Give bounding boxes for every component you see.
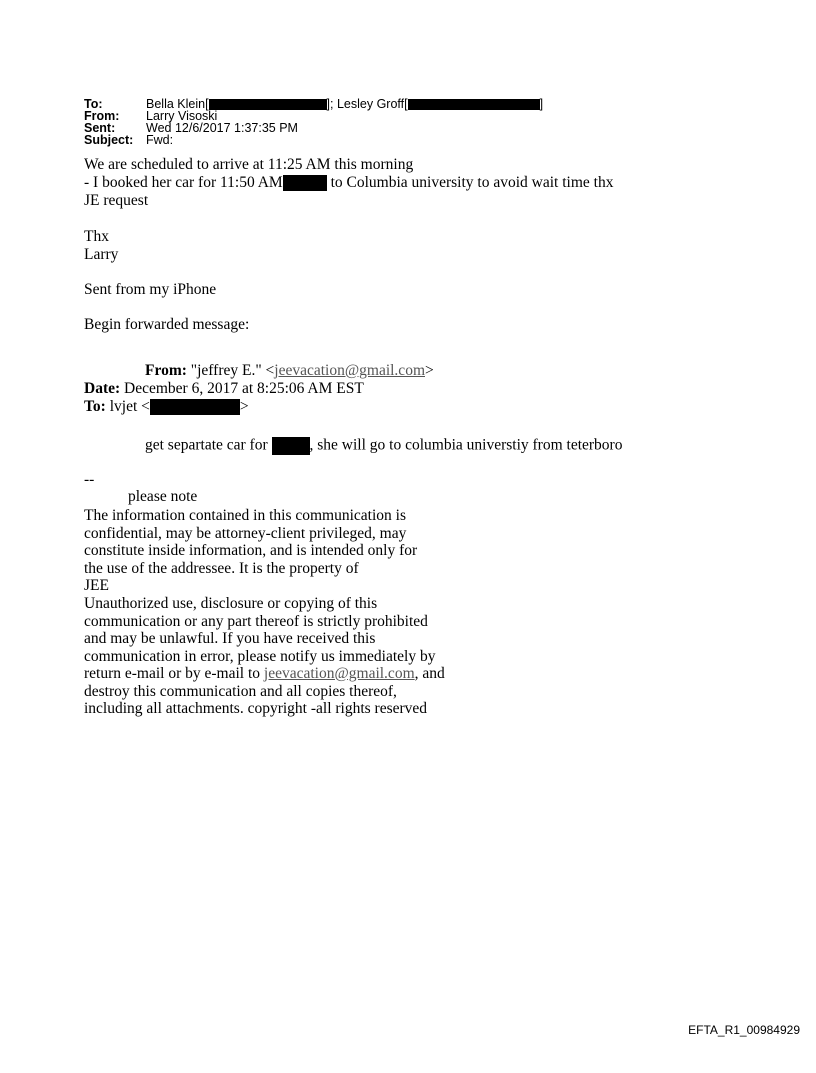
sig-line: The information contained in this communication is bbox=[84, 507, 406, 524]
redaction bbox=[209, 99, 327, 110]
fwd-to-label: To: bbox=[84, 398, 106, 415]
sig-line: confidential, may be attorney-client privileged, may bbox=[84, 525, 407, 542]
sig-line: destroy this communication and all copies thereof, bbox=[84, 683, 397, 700]
sig-line: including all attachments. copyright -all rights reserved bbox=[84, 700, 428, 717]
sig-line: and may be unlawful. If you have received this bbox=[84, 630, 376, 647]
body-text: - I booked her car for 11:50 AM bbox=[84, 174, 283, 191]
fwd-to-row bbox=[84, 399, 249, 415]
sig-dashes: -- bbox=[84, 471, 95, 488]
sig-line: JEE bbox=[84, 577, 109, 594]
to-label: To: bbox=[84, 97, 103, 111]
from-value: Larry Visoski bbox=[146, 109, 218, 123]
body-line: Begin forwarded message: bbox=[84, 316, 250, 333]
body-line: Thx bbox=[84, 228, 109, 245]
redaction bbox=[150, 399, 240, 415]
sig-line: constitute inside information, and is intended only for bbox=[84, 542, 418, 559]
document-id: EFTA_R1_00984929 bbox=[688, 1023, 800, 1037]
fwd-from-email-link[interactable]: jeevacation@gmail.com bbox=[274, 362, 425, 379]
to-recipient-2: ]; Lesley Groff[ bbox=[326, 97, 408, 111]
sig-line: communication in error, please notify us immediately by bbox=[84, 648, 436, 665]
sent-label: Sent: bbox=[84, 121, 116, 135]
body-line: Sent from my iPhone bbox=[84, 281, 217, 298]
fwd-message bbox=[145, 437, 622, 455]
subject-value: Fwd: bbox=[146, 133, 174, 147]
bracket: ] bbox=[539, 97, 544, 111]
body-line: JE request bbox=[84, 192, 149, 209]
sig-text: , and bbox=[414, 665, 445, 682]
subject-label: Subject: bbox=[84, 133, 134, 147]
fwd-text: get separtate car for bbox=[145, 436, 268, 454]
sig-note: please note bbox=[128, 488, 198, 505]
body-line: Larry bbox=[84, 246, 119, 263]
sig-email-link[interactable]: jeevacation@gmail.com bbox=[263, 665, 415, 682]
fwd-date-value: December 6, 2017 at 8:25:06 AM EST bbox=[124, 380, 364, 397]
body-text: to Columbia university to avoid wait time thx bbox=[326, 174, 614, 191]
fwd-text: , she will go to columbia universtiy from teterboro bbox=[309, 436, 623, 454]
redaction bbox=[283, 175, 327, 191]
redaction bbox=[408, 99, 540, 110]
bracket: > bbox=[425, 362, 434, 379]
body-line bbox=[84, 175, 613, 191]
from-label: From: bbox=[84, 109, 120, 123]
to-recipient-1: Bella Klein[ bbox=[146, 97, 209, 111]
fwd-from-name: "jeffrey E." < bbox=[190, 362, 275, 379]
fwd-from-row bbox=[145, 363, 434, 379]
sent-value: Wed 12/6/2017 1:37:35 PM bbox=[146, 121, 298, 135]
sig-text: return e-mail or by e-mail to bbox=[84, 665, 264, 682]
fwd-from-label: From: bbox=[145, 362, 187, 379]
subject-row bbox=[84, 134, 173, 147]
fwd-date-row bbox=[84, 381, 364, 397]
sig-line: the use of the addressee. It is the property of bbox=[84, 560, 359, 577]
fwd-to-value: lvjet < bbox=[109, 398, 150, 415]
bracket: > bbox=[239, 398, 249, 415]
sig-line: Unauthorized use, disclosure or copying of this bbox=[84, 595, 378, 612]
sig-line: communication or any part thereof is strictly prohibited bbox=[84, 613, 428, 630]
body-line: We are scheduled to arrive at 11:25 AM this morning bbox=[84, 156, 414, 173]
redaction bbox=[272, 437, 310, 455]
sig-line bbox=[84, 666, 445, 682]
fwd-date-label: Date: bbox=[84, 380, 121, 397]
